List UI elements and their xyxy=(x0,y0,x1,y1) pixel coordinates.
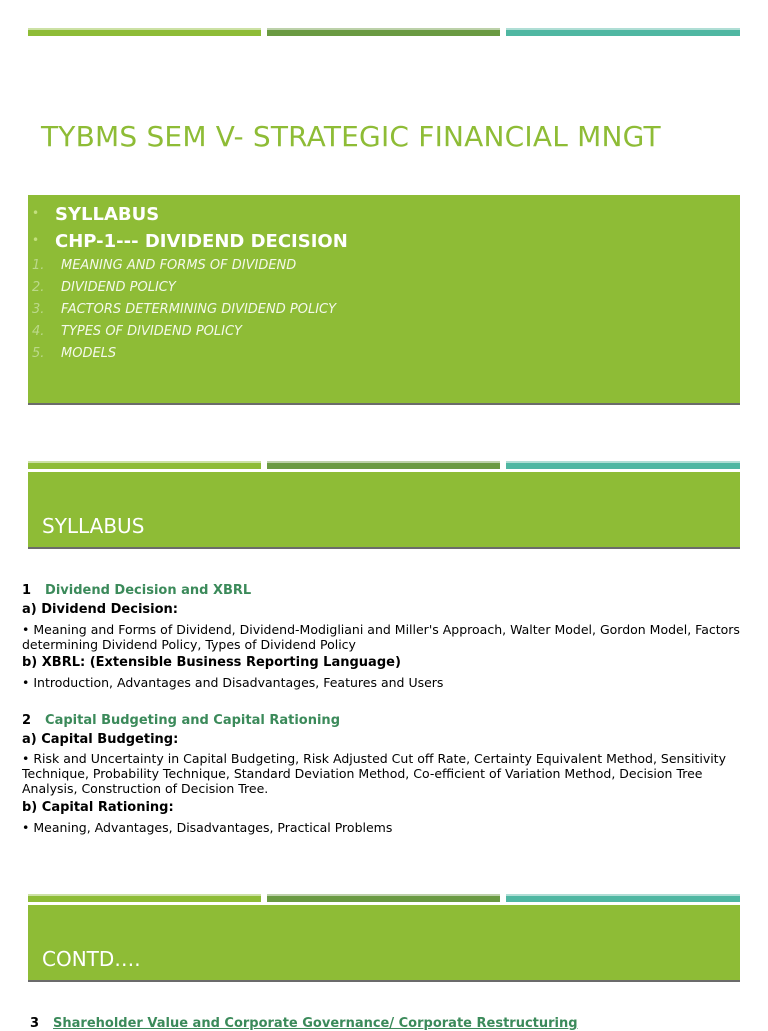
accent-bars-bottom xyxy=(28,894,740,902)
sub-topic-label: a) Dividend Decision: xyxy=(22,602,178,617)
unit-title: Capital Budgeting and Capital Rationing xyxy=(45,713,340,728)
list-text: MODELS xyxy=(61,346,117,361)
slide-title: TYBMS SEM V- STRATEGIC FINANCIAL MNGT xyxy=(41,120,661,153)
section-heading: CONTD…. xyxy=(42,947,141,971)
sub-topic-label: b) XBRL: (Extensible Business Reporting Language) xyxy=(22,655,401,670)
list-number: 3. xyxy=(32,302,45,317)
bullet-icon: • xyxy=(32,206,40,220)
sub-topic-label: b) Capital Rationing: xyxy=(22,800,174,815)
list-text: FACTORS DETERMINING DIVIDEND POLICY xyxy=(61,302,337,317)
accent-bar-light-green xyxy=(28,894,261,902)
bullet-text: SYLLABUS xyxy=(55,204,160,225)
contd-header-box xyxy=(28,905,740,982)
accent-bars-top xyxy=(28,28,740,36)
bullet-text: CHP-1--- DIVIDEND DECISION xyxy=(55,231,348,252)
accent-bar-light-green xyxy=(28,461,261,469)
bullet-icon: • xyxy=(32,233,40,247)
accent-bars-mid xyxy=(28,461,740,469)
unit-heading xyxy=(22,712,340,728)
accent-bar-teal xyxy=(506,894,740,902)
unit-number: 3 xyxy=(30,1016,40,1031)
unit-title: Shareholder Value and Corporate Governance/ Corporate Restructuring xyxy=(53,1016,578,1031)
unit-number: 1 xyxy=(22,583,32,598)
accent-bar-dark-green xyxy=(267,461,500,469)
unit-number: 2 xyxy=(22,713,32,728)
accent-bar-light-green xyxy=(28,28,261,36)
unit-heading xyxy=(30,1015,578,1031)
sub-topic-text: • Risk and Uncertainty in Capital Budgeting, Risk Adjusted Cut off Rate, Certainty Equivalent Method, Sensitivity Technique, Probability Technique, Standard Deviation Method, Co-efficient of Variation Method, Decision Tree Analysis, Construction of Decision Tree. xyxy=(22,751,726,796)
list-text: TYPES OF DIVIDEND POLICY xyxy=(61,324,242,339)
accent-bar-dark-green xyxy=(267,894,500,902)
list-text: MEANING AND FORMS OF DIVIDEND xyxy=(61,258,297,273)
sub-topic-label: a) Capital Budgeting: xyxy=(22,732,179,747)
list-number: 2. xyxy=(32,280,45,295)
unit-title: Dividend Decision and XBRL xyxy=(45,583,252,598)
list-number: 1. xyxy=(32,258,45,273)
syllabus-content-box xyxy=(28,195,740,405)
sub-topic-text: • Meaning, Advantages, Disadvantages, Practical Problems xyxy=(22,820,393,835)
list-text: DIVIDEND POLICY xyxy=(61,280,176,295)
sub-topic-text: • Introduction, Advantages and Disadvantages, Features and Users xyxy=(22,675,444,690)
accent-bar-dark-green xyxy=(267,28,500,36)
section-heading: SYLLABUS xyxy=(42,514,145,538)
list-number: 5. xyxy=(32,346,45,361)
syllabus-header-box xyxy=(28,472,740,549)
list-number: 4. xyxy=(32,324,45,339)
sub-topic-text: • Meaning and Forms of Dividend, Dividend-Modigliani and Miller's Approach, Walter Model, Gordon Model, Factors determining Dividend Policy, Types of Dividend Policy xyxy=(22,622,740,652)
accent-bar-teal xyxy=(506,461,740,469)
accent-bar-teal xyxy=(506,28,740,36)
unit-heading xyxy=(22,582,251,598)
